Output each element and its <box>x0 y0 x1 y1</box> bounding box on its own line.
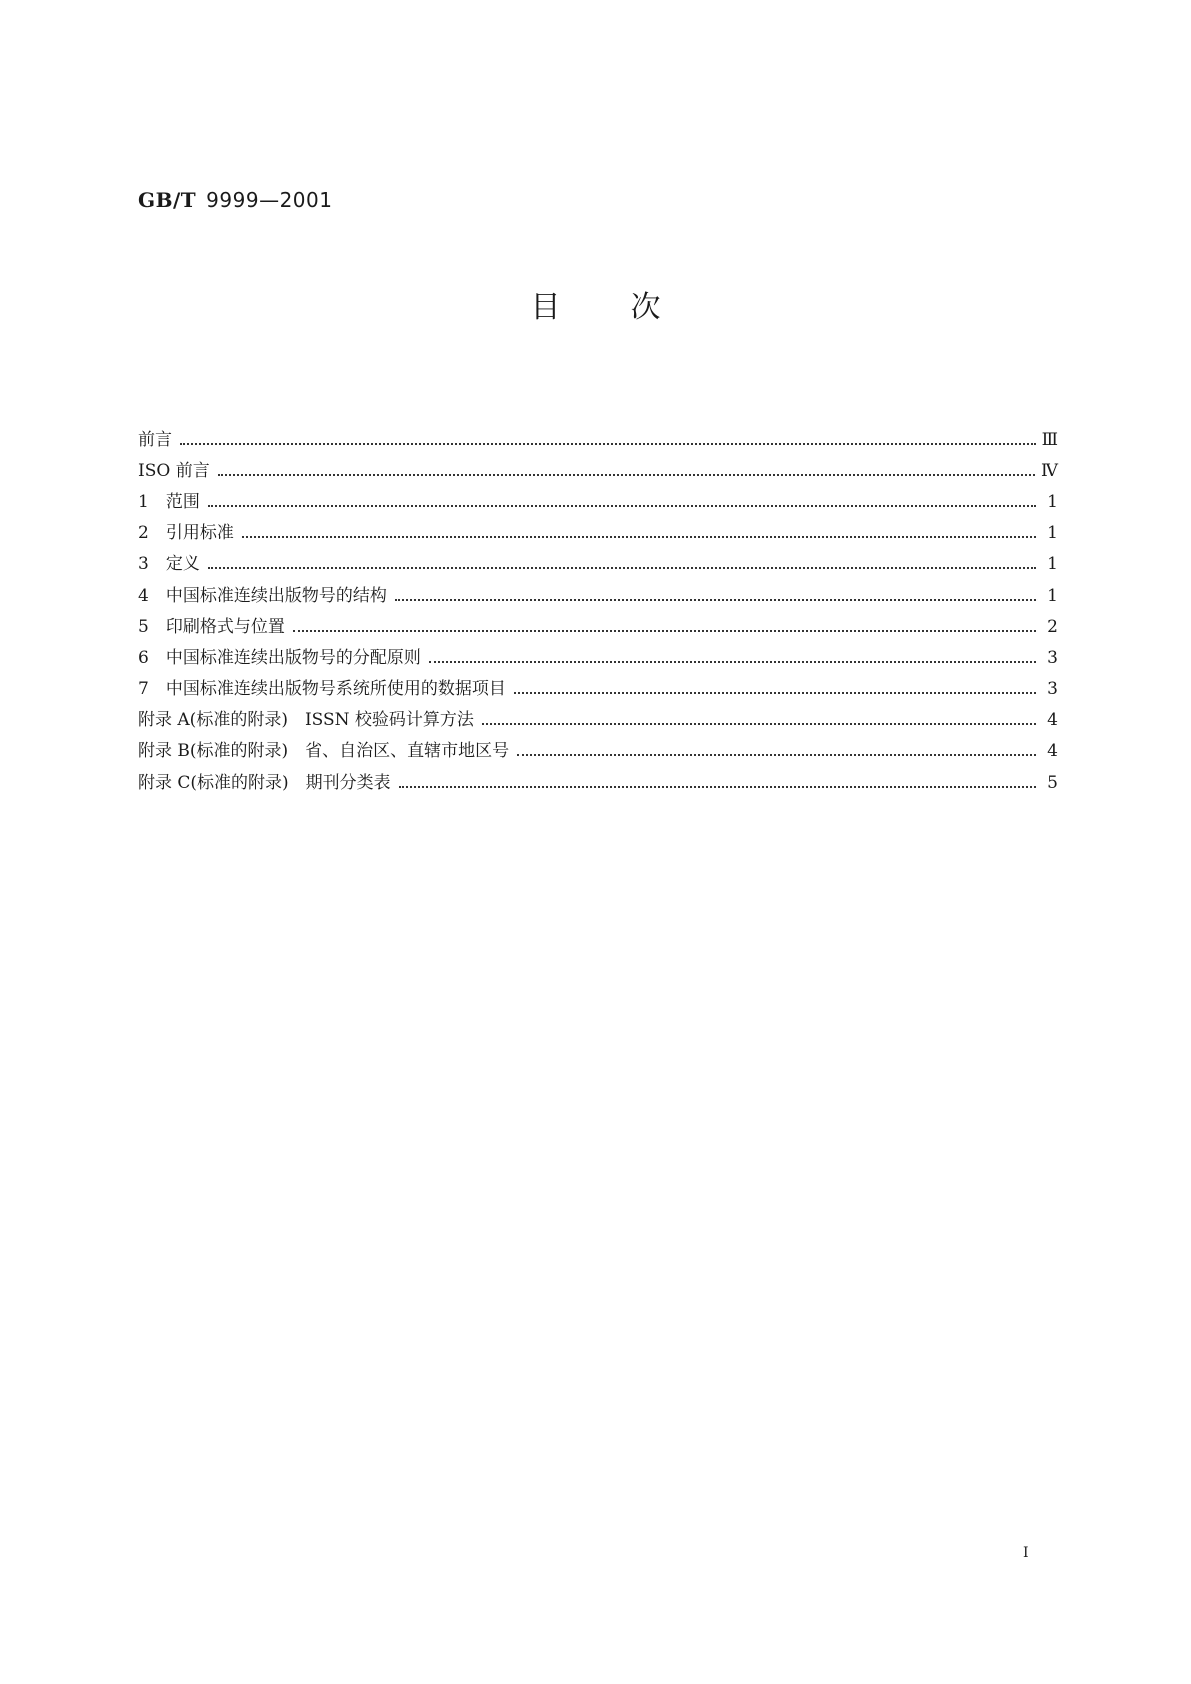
leader-dots <box>399 772 1036 788</box>
toc-entry-page: 1 <box>1047 585 1058 606</box>
leader-dots <box>208 553 1036 569</box>
toc-entry-page: Ⅲ <box>1041 429 1058 450</box>
leader-dots <box>293 616 1036 632</box>
toc-entry-label: 附录 C(标准的附录) 期刊分类表 <box>138 772 391 793</box>
toc-entry-label: 附录 A(标准的附录) ISSN 校验码计算方法 <box>138 710 474 731</box>
toc-entry-label: 1 范围 <box>138 491 200 512</box>
leader-dots <box>517 740 1036 756</box>
toc-entry[interactable] <box>138 767 1058 798</box>
toc-entry-page: 3 <box>1047 679 1058 700</box>
leader-dots <box>242 522 1036 538</box>
toc-entry-page: 5 <box>1047 772 1058 793</box>
standard-number <box>138 188 332 212</box>
leader-dots <box>482 709 1036 725</box>
toc-entry-page: 1 <box>1047 554 1058 575</box>
toc-entry[interactable] <box>138 486 1058 517</box>
toc-entry-label: 3 定义 <box>138 554 200 575</box>
toc-entry-page: 2 <box>1047 616 1058 637</box>
toc-entry[interactable] <box>138 580 1058 611</box>
toc-entry-label: 前言 <box>138 429 172 450</box>
toc-entry-page: 3 <box>1047 647 1058 668</box>
toc-entry[interactable] <box>138 674 1058 705</box>
standard-year-number: 9999—2001 <box>206 188 333 212</box>
toc-title: 目次 <box>530 290 731 325</box>
leader-dots <box>218 460 1035 476</box>
toc-entry-page: 1 <box>1047 523 1058 544</box>
toc-entry-label: 5 印刷格式与位置 <box>138 616 285 637</box>
toc-entry-label: 2 引用标准 <box>138 523 234 544</box>
toc-entry-page: Ⅳ <box>1041 460 1058 481</box>
toc-entry-label: 4 中国标准连续出版物号的结构 <box>138 585 387 606</box>
toc-entry[interactable] <box>138 424 1058 455</box>
toc-entry[interactable] <box>138 736 1058 767</box>
toc-entry[interactable] <box>138 611 1058 642</box>
page-number: Ⅰ <box>1023 1545 1029 1561</box>
toc-entry[interactable] <box>138 549 1058 580</box>
toc-entry[interactable] <box>138 455 1058 486</box>
toc-entry-page: 4 <box>1047 710 1058 731</box>
leader-dots <box>514 678 1036 694</box>
toc-entry-label: ISO 前言 <box>138 460 210 481</box>
toc-entry[interactable] <box>138 642 1058 673</box>
leader-dots <box>395 585 1036 601</box>
toc-entry[interactable] <box>138 518 1058 549</box>
toc-entry-page: 4 <box>1047 741 1058 762</box>
standard-code: GB/T <box>138 188 197 212</box>
toc-entry-page: 1 <box>1047 491 1058 512</box>
toc-entry-label: 附录 B(标准的附录) 省、自治区、直辖市地区号 <box>138 741 510 762</box>
toc-entry[interactable] <box>138 705 1058 736</box>
toc-entry-label: 6 中国标准连续出版物号的分配原则 <box>138 647 421 668</box>
leader-dots <box>208 491 1036 507</box>
toc-entry-label: 7 中国标准连续出版物号系统所使用的数据项目 <box>138 679 506 700</box>
leader-dots <box>429 647 1036 663</box>
leader-dots <box>180 429 1036 445</box>
table-of-contents <box>138 424 1058 798</box>
